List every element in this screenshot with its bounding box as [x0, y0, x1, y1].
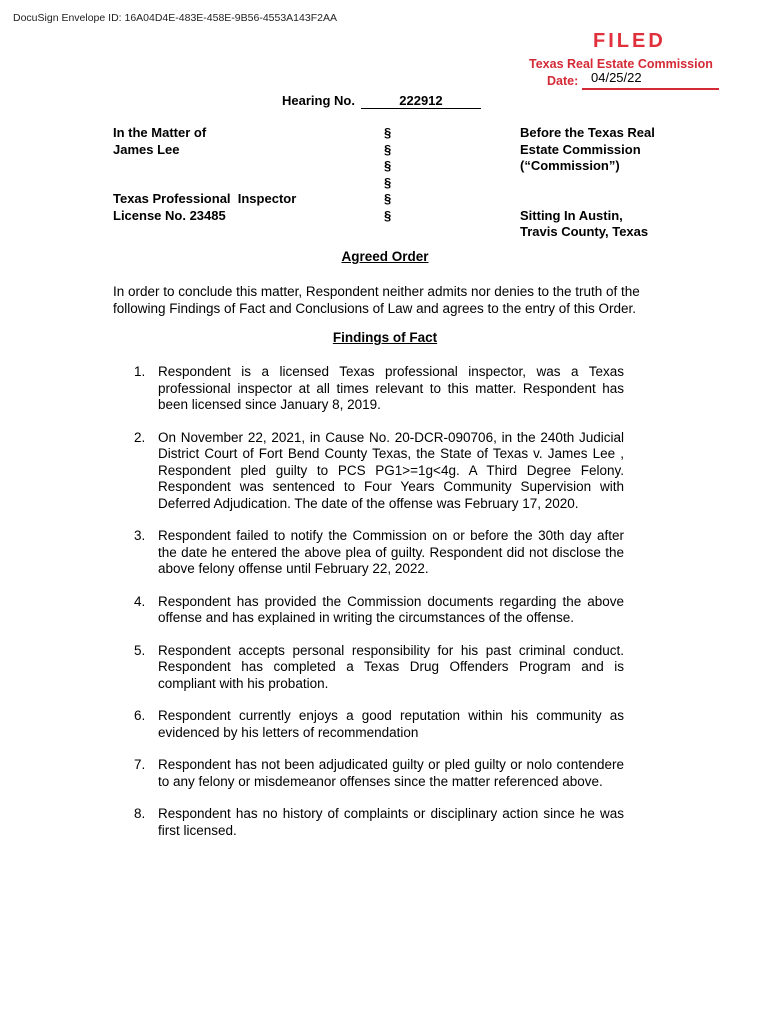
- caption-license-no: License No. 23485: [113, 207, 226, 223]
- intro-paragraph: In order to conclude this matter, Respondent neither admits nor denies to the truth of the following Findings of Fact and Conclusions of Law and agrees to the entry of this Order.: [113, 284, 640, 316]
- finding-item: 1. Respondent is a licensed Texas professional inspector, was a Texas professional inspector at all times relevant to this matter. Respondent has been licensed since January 8, 2019.: [134, 364, 624, 412]
- docusign-envelope-id: DocuSign Envelope ID: 16A04D4E-483E-458E-9B56-4553A143F2AA: [13, 12, 337, 24]
- caption-left: [113, 125, 296, 224]
- caption-matter: In the Matter of: [113, 125, 207, 140]
- finding-item: 5. Respondent accepts personal responsibility for his past criminal conduct. Respondent has completed a Texas Drug Offenders Program and is compliant with his probation.: [134, 642, 624, 691]
- caption-right-line5: Travis County, Texas: [520, 224, 649, 239]
- stamp-date-value: 04/25/22: [591, 70, 642, 85]
- findings-heading: Findings of Fact: [332, 330, 438, 345]
- section-symbol: §: [384, 174, 392, 190]
- finding-item: 4. Respondent has provided the Commission documents regarding the above offense and has explained in writing the circumstances of the offense.: [134, 593, 624, 625]
- stamp-commission: Texas Real Estate Commission: [529, 57, 713, 71]
- caption-right-line3: (“Commission”): [520, 158, 620, 173]
- caption-right-line1: Before the Texas Real: [520, 125, 655, 140]
- stamp-date-line: [582, 88, 719, 90]
- finding-item: 8. Respondent has no history of complaints or disciplinary action since he was first licensed.: [134, 806, 624, 838]
- hearing-label: Hearing No.: [282, 93, 355, 108]
- filed-label: FILED: [593, 30, 666, 52]
- caption-right-line2: Estate Commission: [520, 141, 641, 157]
- caption-name: James Lee: [113, 141, 180, 157]
- caption-right: [520, 125, 655, 241]
- section-symbol: §: [384, 158, 392, 173]
- section-symbol: §: [384, 125, 392, 140]
- caption-license-type: Texas Professional Inspector: [113, 191, 297, 206]
- filed-stamp: [527, 30, 742, 94]
- agreed-order-heading: Agreed Order: [341, 249, 429, 264]
- section-symbol: §: [384, 191, 392, 206]
- caption-sections: [384, 125, 391, 224]
- section-symbol: §: [384, 207, 392, 223]
- findings-list: [134, 364, 624, 855]
- caption-right-line4: Sitting In Austin,: [520, 207, 623, 223]
- stamp-date-label: Date:: [547, 74, 579, 88]
- finding-item: 3. Respondent failed to notify the Commission on or before the 30th day after the date he entered the above plea of guilty. Respondent did not disclose the above felony offense until February 22, 2022.: [134, 528, 624, 576]
- finding-item: 7. Respondent has not been adjudicated guilty or pled guilty or nolo contendere to any felony or misdemeanor offenses since the matter referenced above.: [134, 757, 624, 789]
- section-symbol: §: [384, 141, 392, 157]
- finding-item: 6. Respondent currently enjoys a good reputation within his community as evidenced by his letters of recommendation: [134, 708, 624, 740]
- hearing-number-value: 222912: [361, 93, 481, 109]
- hearing-number: [282, 93, 481, 109]
- finding-item: 2. On November 22, 2021, in Cause No. 20-DCR-090706, in the 240th Judicial District Court of Fort Bend County Texas, the State of Texas v. James Lee , Respondent pled guilty to PCS PG1>=1g<4g. A Third Degree Felony. Respondent was sentenced to Four Years Community Supervision with Deferred Adjudication. The date of the offense was February 17, 2020.: [134, 429, 624, 511]
